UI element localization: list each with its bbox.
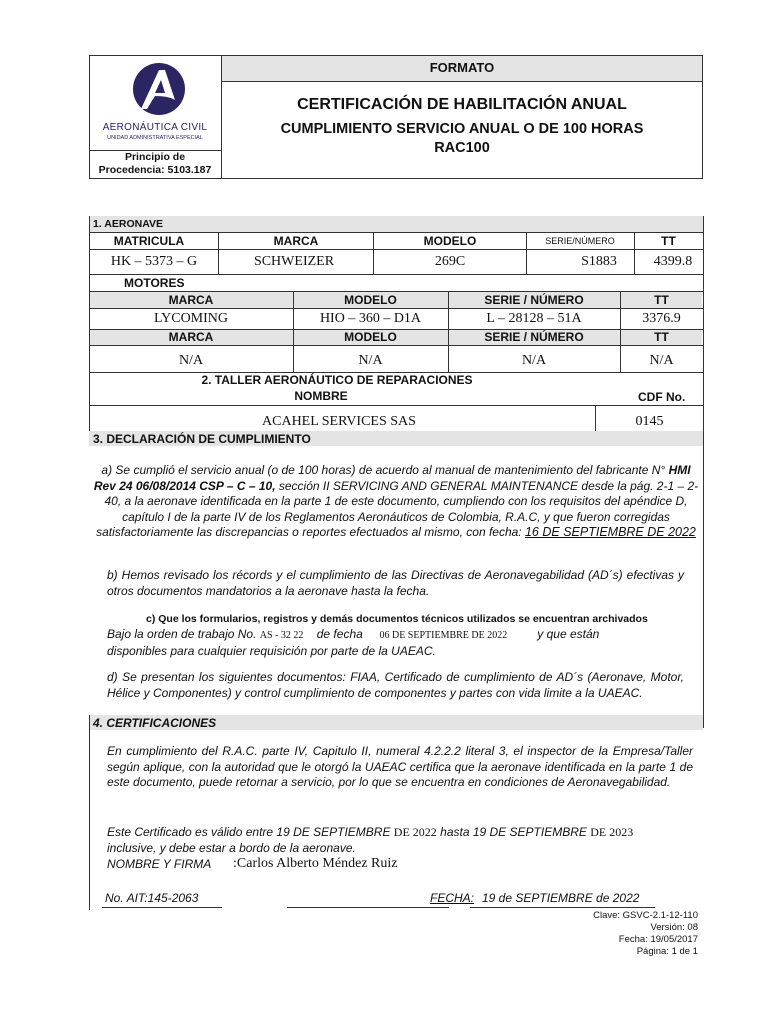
taller-h-cdf: CDF No. — [638, 390, 686, 404]
aero-h-modelo: MODELO — [423, 233, 477, 248]
aerocivil-emblem-icon — [89, 60, 221, 120]
firma-value: :Carlos Alberto Méndez Ruiz — [233, 856, 398, 871]
motor2-tt: N/A — [649, 353, 674, 368]
footer-clave: Clave: GSVC-2.1-12-110 — [593, 910, 698, 921]
motor2-serie: N/A — [521, 353, 547, 368]
declaracion-d: d) Se presentan los siguientes documentos: FIAA, Certificado de cumplimiento de AD´s (Aeronave, Motor, Hélice y Componentes) y control cumplimiento de componentes y partes con vida limite a la UAEAC. — [107, 670, 684, 700]
aero-serie: S1883 — [581, 254, 617, 269]
doc-subtitle: CUMPLIMIENTO SERVICIO ANUAL O DE 100 HORAS — [280, 121, 644, 137]
validez-year1: DE 2022 — [393, 825, 437, 839]
formato-label: FORMATO — [429, 60, 495, 75]
motor1-modelo: HIO – 360 – D1A — [319, 311, 422, 326]
validez-text3: inclusive, y debe estar a bordo de la aeronave. — [107, 840, 356, 855]
motor1-marca: LYCOMING — [153, 311, 229, 326]
declaracion-a-text2: sección II SERVICING AND GENERAL MAINTENANCE desde la pág. 2-1 – 2-40, a la aeronave identificada en la parte 1 de este documento, cumpliendo con los requisitos del apéndice D, capítulo I de la parte IV de los Reglamentos Aeronáuticos de Colombia, R.A.C, y que fueron corregidas satisfactoriamente las discrepancias o reportes efectuados al mismo, con fecha: — [96, 478, 699, 539]
ait-underline — [102, 907, 222, 908]
motor2-marca: N/A — [178, 353, 204, 368]
declaracion-b: b) Hemos revisado los récords y el cumplimiento de las Directivas de Aeronavegabilidad (AD´s) efectivas y otros documentos mandatorios a la aeronave hasta la fecha. — [107, 568, 684, 598]
taller-rule — [89, 405, 703, 406]
footer-fecha: Fecha: 19/05/2017 — [618, 934, 698, 945]
declaracion-a-ref1: HMI — [668, 463, 691, 477]
declaracion-c-ot: AS - 32 22 — [259, 630, 304, 641]
motor1-h-serie: SERIE / NÚMERO — [484, 292, 584, 307]
motor-col1 — [293, 291, 294, 372]
motor1-h-modelo: MODELO — [344, 292, 397, 307]
motor-col2 — [448, 291, 449, 372]
certificaciones-title: 4. CERTIFICACIONES — [93, 716, 217, 730]
motor2-h-modelo: MODELO — [344, 330, 397, 344]
motor1-tt: 3376.9 — [642, 311, 681, 326]
aero-h-marca: MARCA — [273, 233, 319, 248]
principio-line2: Procedencia: 5103.187 — [98, 164, 212, 176]
aero-col4 — [634, 232, 635, 274]
motor1-h-marca: MARCA — [168, 292, 214, 307]
certificaciones-validez — [107, 825, 693, 856]
validez-year2: DE 2023 — [590, 825, 634, 839]
formato-rule — [221, 81, 703, 82]
aero-h-matricula: MATRICULA — [113, 233, 185, 248]
aero-h-serie: SERIE/NÚMERO — [545, 235, 615, 246]
declaracion-a — [89, 463, 703, 541]
motor2-h-rule — [89, 345, 703, 346]
declaracion-c-head: c) Que los formularios, registros y demás documentos técnicos utilizados se encuentran archivados — [146, 613, 648, 625]
motor1-serie: L – 28128 – 51A — [486, 311, 582, 326]
declaracion-a-text1: a) Se cumplió el servicio anual (o de 100 horas) de acuerdo al manual de mantenimiento del fabricante N° — [101, 463, 666, 477]
aero-h-tt: TT — [661, 233, 676, 248]
taller-h-nombre: NOMBRE — [294, 389, 348, 403]
fecha-label: FECHA: — [430, 891, 475, 905]
aero-tt: 4399.8 — [653, 254, 693, 269]
aero-marca: SCHWEIZER — [253, 254, 335, 269]
aero-col2 — [373, 232, 374, 274]
logo-title: AERONÁUTICA CIVIL — [102, 122, 208, 133]
fecha-underline — [470, 907, 655, 908]
validez-text1: Este Certificado es válido entre 19 DE SEPTIEMBRE — [107, 825, 391, 839]
declaracion-c-text4: disponibles para cualquier requisición por parte de la UAEAC. — [107, 643, 436, 658]
declaracion-c-fecha: 06 DE SEPTIEMBRE DE 2022 — [379, 630, 508, 641]
declaracion-a-ref2: Rev 24 06/08/2014 CSP – C – 10, — [93, 478, 276, 493]
aero-bottom-rule — [89, 274, 703, 275]
footer-version: Versión: 08 — [650, 922, 698, 933]
taller-cdf: 0145 — [635, 414, 664, 429]
taller-nombre: ACAHEL SERVICES SAS — [262, 414, 416, 429]
validez-text2: hasta 19 DE SEPTIEMBRE — [440, 825, 587, 839]
principio-line1: Principio de — [124, 151, 186, 163]
motor2-h-marca: MARCA — [168, 330, 214, 344]
ait-number: No. AIT:145-2063 — [105, 891, 199, 905]
aerocivil-logo — [89, 60, 221, 148]
motor-col3 — [620, 291, 621, 372]
doc-title: CERTIFICACIÓN DE HABILITACIÓN ANUAL — [297, 96, 627, 113]
doc-rac: RAC100 — [434, 140, 490, 156]
motor2-h-serie: SERIE / NÚMERO — [484, 330, 584, 344]
motor2-modelo: N/A — [358, 353, 383, 368]
declaracion-title: 3. DECLARACIÓN DE CUMPLIMIENTO — [93, 432, 311, 446]
aero-col1 — [218, 232, 219, 274]
certificaciones-p1: En cumplimiento del R.A.C. parte IV, Capitulo II, numeral 4.2.2.2 literal 3, el inspector de la Empresa/Taller según aplique, con la autoridad que le otorgó la UAEAC certifica que la aeronave identificada en la parte 1 de este documento, puede retornar a servicio, por lo que se encuentra en condiciones de Aeronavegabilidad. — [107, 744, 693, 789]
cert-left-rule — [89, 715, 90, 910]
aero-modelo: 269C — [434, 254, 466, 269]
footer-pagina: Página: 1 de 1 — [636, 946, 698, 957]
declaracion-c-text2: de fecha — [316, 627, 363, 641]
aero-col3 — [526, 232, 527, 274]
taller-title: 2. TALLER AERONÁUTICO DE REPARACIONES — [201, 373, 473, 387]
fecha-value: 19 de SEPTIEMBRE de 2022 — [482, 891, 640, 905]
motores-label: MOTORES — [124, 276, 185, 290]
declaracion-a-fecha: 16 DE SEPTIEMBRE DE 2022 — [524, 525, 696, 539]
motor1-h-tt: TT — [654, 292, 669, 307]
declaracion-c-text1: Bajo la orden de trabajo No. — [107, 627, 257, 641]
firma-label: NOMBRE Y FIRMA — [107, 857, 212, 871]
declaracion-c — [107, 627, 684, 659]
aero-matricula: HK – 5373 – G — [110, 254, 198, 269]
logo-subtitle: UNIDAD ADMINISTRATIVA ESPECIAL — [107, 135, 203, 141]
frame-right — [703, 216, 704, 728]
declaracion-c-text3: y que están — [537, 627, 600, 641]
motor2-h-tt: TT — [654, 330, 669, 344]
aeronave-bar — [89, 216, 703, 232]
signature-line — [287, 907, 449, 908]
aeronave-section-title: 1. AERONAVE — [93, 218, 164, 230]
